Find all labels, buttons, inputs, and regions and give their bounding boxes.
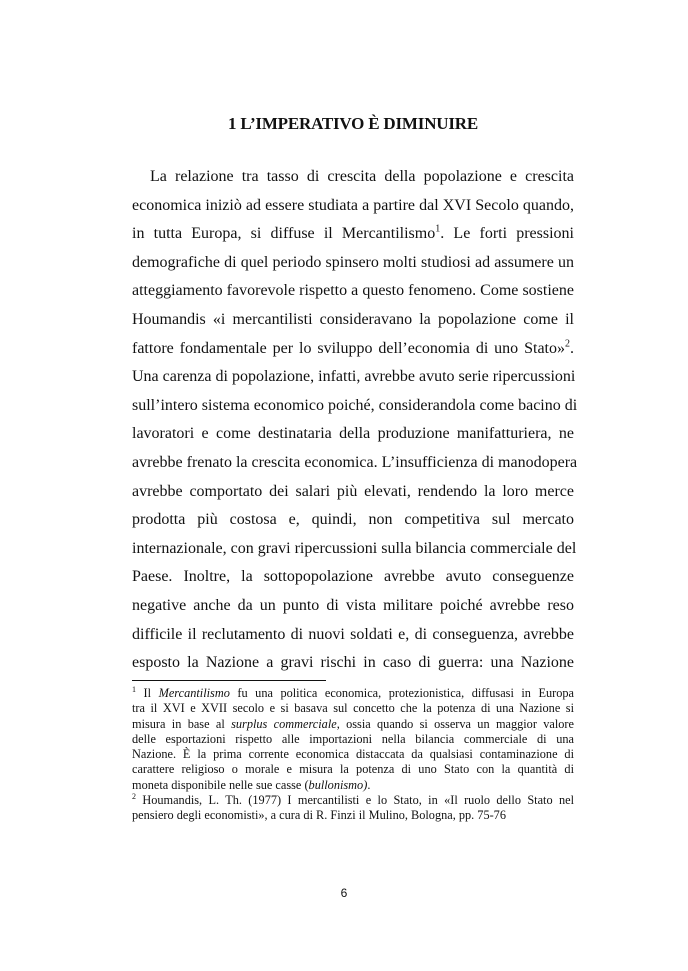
footnote-ref-1[interactable]: 1 (435, 223, 441, 235)
text-segment: . (367, 777, 371, 792)
footnote-1-line: tra il XVI e XVII secolo e si basava sul concetto che la potenza di una Nazione si (132, 701, 574, 716)
text-segment: Houmandis, L. Th. (1977) I mercantilisti e lo Stato, in «Il ruolo dello Stato nel (142, 793, 574, 808)
text-line: negative anche da un punto di vista militare poiché avrebbe reso (132, 596, 574, 614)
text-segment: in tutta Europa, si diffuse il Mercantilismo (132, 225, 436, 243)
text-line: lavoratori e come destinataria della produzione manifatturiera, ne (132, 425, 574, 443)
text-line: atteggiamento favorevole rispetto a questo fenomeno. Come sostiene (132, 282, 574, 300)
text-line: sull’intero sistema economico poiché, considerandola come bacino di (132, 396, 578, 414)
text-segment: moneta disponibile nelle sue casse ( (132, 777, 309, 792)
italic-term: bullonismo) (308, 777, 368, 792)
footnote-separator (132, 680, 326, 681)
footnote-2-line: pensiero degli economisti», a cura di R. Finzi il Mulino, Bologna, pp. 75-76 (132, 808, 506, 823)
text-segment: Il (143, 686, 159, 700)
text-line: La relazione tra tasso di crescita della popolazione e crescita (150, 168, 574, 185)
text-segment: fu una politica economica, protezionistica, diffusasi in Europa (229, 686, 575, 700)
text-line: Houmandis «i mercantilisti consideravano la popolazione come il (132, 310, 574, 328)
footnote-1-line (132, 686, 574, 701)
text-line: Una carenza di popolazione, infatti, avrebbe avuto serie ripercussioni (132, 368, 576, 386)
italic-term: surplus commerciale (231, 716, 337, 731)
text-line: avrebbe frenato la crescita economica. L’insufficienza di manodopera (132, 453, 578, 471)
italic-term: Mercantilismo (158, 686, 230, 700)
page-number: 6 (340, 886, 348, 900)
text-segment: misura in base al (132, 716, 232, 731)
text-segment: fattore fondamentale per lo sviluppo dell’economia di uno Stato» (132, 339, 565, 357)
footnote-mark-1: 1 (132, 684, 136, 694)
text-line: avrebbe comportato dei salari più elevati, rendendo la loro merce (132, 482, 574, 500)
footnote-1-line: delle esportazioni rispetto alle importazioni nella bilancia commerciale di una (132, 731, 574, 746)
footnote-1-line (132, 778, 574, 793)
footnote-ref-2[interactable]: 2 (565, 338, 570, 350)
text-line (132, 220, 574, 249)
text-segment: . Le forti pressioni (440, 225, 574, 243)
text-line: difficile il reclutamento di nuovi soldati e, di conseguenza, avrebbe (132, 625, 574, 643)
text-line: demografiche di quel periodo spinsero molti studiosi ad assumere un (132, 253, 574, 271)
text-line: esposto la Nazione a gravi rischi in caso di guerra: una Nazione (132, 654, 574, 672)
text-line: prodotta più costosa e, quindi, non competitiva sul mercato (132, 511, 574, 529)
footnote-1-line: carattere religioso o morale e misura la potenza di uno Stato con la quantità di (132, 762, 574, 777)
chapter-heading: 1 L’IMPERATIVO È DIMINUIRE (228, 114, 478, 133)
text-line: Paese. Inoltre, la sottopopolazione avrebbe avuto conseguenze (132, 568, 574, 586)
footnotes (132, 686, 574, 824)
text-segment: , ossia quando si osserva un maggior valore (336, 716, 574, 731)
text-line: internazionale, con gravi ripercussioni sulla bilancia commerciale del (132, 539, 577, 557)
footnote-mark-2: 2 (132, 791, 136, 801)
body-paragraph (132, 163, 578, 678)
text-line (132, 335, 574, 364)
text-line: economica iniziò ad essere studiata a partire dal XVI Secolo quando, (132, 196, 574, 214)
footnote-1-line (132, 717, 574, 732)
text-segment: . (570, 339, 574, 357)
footnote-2-line (132, 793, 574, 808)
footnote-1-line: Nazione. È la prima corrente economica distaccata da qualsiasi contaminazione di (132, 747, 574, 762)
